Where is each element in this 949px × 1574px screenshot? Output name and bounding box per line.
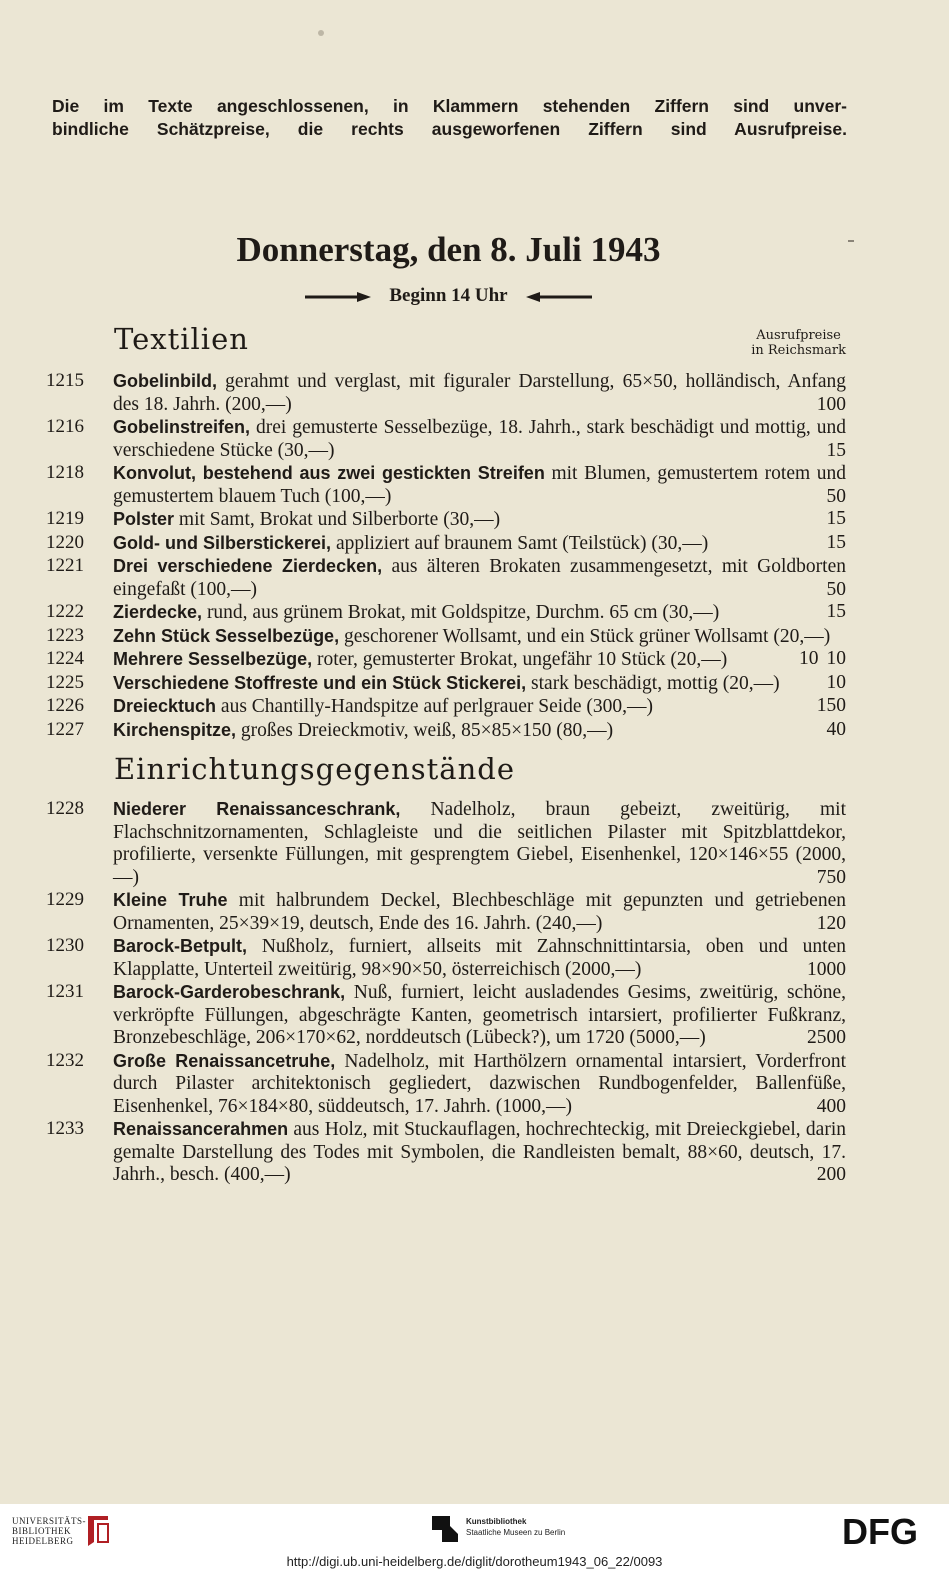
furnishings-list xyxy=(46,798,846,1187)
lot-description xyxy=(113,889,846,935)
lot-number: 1233 xyxy=(46,1118,84,1139)
lot-number: 1224 xyxy=(46,648,84,669)
lot-heading: Verschiedene Stoffreste und ein Stück Stickerei, xyxy=(113,672,527,693)
lot-entry xyxy=(46,555,846,601)
lot-heading: Dreiecktuch xyxy=(113,696,217,716)
lot-heading: Kleine Truhe xyxy=(113,890,228,910)
starting-price: 10 xyxy=(799,648,819,669)
starting-price: 100 xyxy=(816,393,846,415)
lot-description xyxy=(113,555,846,601)
lot-heading: Drei verschiedene Zierdecken, xyxy=(113,556,383,576)
lot-number: 1221 xyxy=(46,555,84,576)
lot-heading: Niederer Renaissanceschrank, xyxy=(113,799,401,819)
lot-description xyxy=(113,981,846,1050)
lot-text: stark beschädigt, mottig (20,—) xyxy=(526,672,780,694)
starting-price: 10 xyxy=(826,671,846,693)
lot-text: gerahmt und verglast, mit figuraler Darstellung, 65×50, holländisch, Anfang des 18. Jahrh. (200,—) xyxy=(113,371,846,415)
lot-entry xyxy=(46,1118,846,1187)
lot-heading: Gobelinstreifen, xyxy=(113,417,251,437)
scan-speck xyxy=(318,30,324,36)
lot-entry xyxy=(46,1050,846,1119)
lot-heading: Zierdecke, xyxy=(113,602,203,622)
starting-price: 15 xyxy=(826,439,846,461)
lot-description xyxy=(113,695,846,719)
lot-heading: Zehn Stück Sesselbezüge, xyxy=(113,625,340,646)
lot-description xyxy=(113,370,846,416)
lot-text: mit halbrundem Deckel, Blechbeschläge mit gepunzten und getriebenen Ornamenten, 25×39×19, deutsch, Ende des 16. Jahrh. (240,—) xyxy=(113,890,846,934)
lot-text: rund, aus grünem Brokat, mit Goldspitze, Durchm. 65 cm (30,—) xyxy=(202,602,720,623)
starting-price: 50 xyxy=(826,578,846,600)
lot-number: 1222 xyxy=(46,601,84,622)
lot-entry xyxy=(46,648,846,672)
price-header-line: Ausrufpreise xyxy=(756,328,841,343)
lot-entry xyxy=(46,462,846,508)
lot-entry xyxy=(46,416,846,462)
lot-description xyxy=(113,935,846,981)
source-url[interactable]: http://digi.ub.uni-heidelberg.de/diglit/dorotheum1943_06_22/0093 xyxy=(286,1554,663,1569)
lot-entry xyxy=(46,370,846,416)
lot-text: geschorener Wollsamt, und ein Stück grüner Wollsamt (20,—) xyxy=(339,625,831,647)
lot-description xyxy=(113,532,846,556)
section-title-furnishings: Einrichtungsgegenstände xyxy=(114,752,515,786)
arrow-left-icon xyxy=(526,291,592,303)
starting-price: 200 xyxy=(816,1164,846,1185)
lot-entry xyxy=(46,719,846,743)
lot-number: 1219 xyxy=(46,508,84,529)
kb-line: Kunstbibliothek xyxy=(466,1517,527,1526)
starting-price: 50 xyxy=(826,485,846,507)
lot-text: aus Chantilly-Handspitze auf perlgrauer Seide (300,—) xyxy=(216,696,654,717)
lot-entry xyxy=(46,889,846,935)
lot-heading: Renaissancerahmen xyxy=(113,1119,289,1139)
starting-price: 1000 xyxy=(807,958,846,980)
kb-line: Staatliche Museen zu Berlin xyxy=(466,1528,566,1537)
lot-heading: Mehrere Sesselbezüge, xyxy=(113,649,313,669)
lot-text: roter, gemusterter Brokat, ungefähr 10 Stück (20,—) xyxy=(312,649,728,670)
intro-line: bindliche Schätzpreise, die rechts ausgeworfenen Ziffern sind Ausrufpreise. xyxy=(52,119,847,139)
lot-text: Nuß, furniert, leicht ausladendes Gesims, zweitürig, schöne, verkröpfte Füllungen, abgeschrägte Kanten, geometrisch intarsiert, profilierter Fußkranz, Bronzebeschläge, 206×170×62, norddeutsch (Lübeck?), um 1720 (5000,—) xyxy=(113,982,846,1048)
auction-date-title: Donnerstag, den 8. Juli 1943 xyxy=(236,230,661,269)
lot-number: 1229 xyxy=(46,889,84,910)
lot-text: Nußholz, furniert, allseits mit Zahnschnittintarsia, oben und unten Klapplatte, Unterteil zweitürig, 98×90×50, österreichisch (2000,—) xyxy=(113,936,846,980)
lot-number: 1225 xyxy=(46,671,84,693)
starting-price: 750 xyxy=(816,866,846,888)
lot-heading: Polster xyxy=(113,509,175,529)
starting-price: 120 xyxy=(816,912,846,934)
lot-description xyxy=(113,1118,846,1187)
price-header-line: in Reichsmark xyxy=(751,343,846,358)
university-library-logo[interactable] xyxy=(12,1516,86,1546)
starting-price: 40 xyxy=(826,718,846,740)
lot-entry xyxy=(46,981,846,1050)
lot-description xyxy=(113,648,846,672)
starting-price: 10 xyxy=(826,648,846,669)
lot-description xyxy=(113,798,846,889)
lot-text: drei gemusterte Sesselbezüge, 18. Jahrh., stark beschädigt und mottig, und verschiedene Stücke (30,—) xyxy=(113,417,846,461)
lot-entry xyxy=(46,695,846,719)
lot-heading: Kirchenspitze, xyxy=(113,719,237,740)
lot-text: aus älteren Brokaten zusammengesetzt, mit Goldborten eingefaßt (100,—) xyxy=(113,556,846,600)
lot-entry xyxy=(46,935,846,981)
lot-text: Nadelholz, braun gebeizt, zweitürig, mit Flachschnitzornamenten, Schlagleiste und die seitlichen Pilaster mit Spitzblattdekor, profilierte, versenkte Füllungen, mit gesprengtem Giebel, Eisenhenkel, 120×146×55 (2000,—) xyxy=(113,799,846,888)
lot-number: 1220 xyxy=(46,531,84,553)
intro-line: Die im Texte angeschlossenen, in Klammern stehenden Ziffern sind unver- xyxy=(52,96,847,116)
lot-text: Nadelholz, mit Harthölzern ornamental intarsiert, Vorderfront durch Pilaster architektonisch gegliedert, dazwischen Rundbogenfelder, Ballenfüße, Eisenhenkel, 76×184×80, süddeutsch, 17. Jahrh. (1000,—) xyxy=(113,1050,846,1117)
starting-price: 150 xyxy=(816,695,846,716)
lot-text: großes Dreieckmotiv, weiß, 85×85×150 (80,—) xyxy=(236,719,614,741)
lot-number: 1227 xyxy=(46,718,84,740)
section-title-textiles: Textilien xyxy=(114,322,249,356)
lot-number: 1226 xyxy=(46,695,84,716)
starting-price: 15 xyxy=(826,508,846,529)
begin-time-line xyxy=(0,285,897,307)
lot-heading: Barock-Garderobeschrank, xyxy=(113,982,346,1002)
kunstbibliothek-label[interactable] xyxy=(466,1516,565,1538)
lot-heading: Barock-Betpult, xyxy=(113,936,248,956)
lot-number: 1216 xyxy=(46,416,84,437)
digitization-footer xyxy=(0,1504,949,1574)
lot-heading: Gold- und Silberstickerei, xyxy=(113,532,332,553)
lot-description xyxy=(113,462,846,508)
lot-description xyxy=(113,416,846,462)
intro-note xyxy=(52,95,847,141)
kunstbibliothek-logo-icon xyxy=(430,1514,460,1544)
lot-number: 1223 xyxy=(46,624,84,646)
scan-speck xyxy=(848,240,854,242)
lot-entry xyxy=(46,508,846,532)
lot-number: 1228 xyxy=(46,798,84,819)
starting-price: 2500 xyxy=(807,1027,846,1048)
starting-price: 15 xyxy=(826,601,846,622)
lot-number: 1215 xyxy=(46,370,84,391)
lot-heading: Konvolut, bestehend aus zwei gestickten Streifen xyxy=(113,463,545,483)
lot-description xyxy=(113,1050,846,1119)
university-crest-icon xyxy=(84,1512,112,1548)
lot-description xyxy=(113,672,846,696)
lot-entry xyxy=(46,532,846,556)
logo-line: BIBLIOTHEK xyxy=(12,1526,71,1536)
starting-price: 15 xyxy=(826,531,846,553)
lot-description xyxy=(113,508,846,532)
lot-number: 1232 xyxy=(46,1049,84,1071)
lot-text: mit Blumen, gemustertem rotem und gemustertem blauem Tuch (100,—) xyxy=(113,463,847,507)
logo-line: UNIVERSITÄTS- xyxy=(12,1516,86,1526)
lot-entry xyxy=(46,798,846,889)
logo-line: HEIDELBERG xyxy=(12,1536,74,1546)
begin-time: Beginn 14 Uhr xyxy=(389,285,508,306)
lot-entry xyxy=(46,672,846,696)
arrow-right-icon xyxy=(305,291,371,303)
dfg-logo[interactable] xyxy=(838,1510,934,1550)
lot-description xyxy=(113,601,846,625)
textiles-list xyxy=(46,370,846,742)
lot-number: 1230 xyxy=(46,935,84,956)
lot-number: 1231 xyxy=(46,981,84,1002)
lot-heading: Gobelinbild, xyxy=(113,371,217,391)
lot-text: mit Samt, Brokat und Silberborte (30,—) xyxy=(174,509,501,530)
lot-description xyxy=(113,719,846,743)
starting-price: 400 xyxy=(816,1095,846,1117)
lot-text: aus Holz, mit Stuckauflagen, hochrechteckig, mit Dreieckgiebel, darin gemalte Darstellung des Todes mit Symbolen, die Randleisten bemalt, 88×60, deutsch, 17. Jahrh., besch. (400,—) xyxy=(113,1119,846,1185)
lot-heading: Große Renaissancetruhe, xyxy=(113,1050,336,1071)
lot-entry xyxy=(46,601,846,625)
lot-number: 1218 xyxy=(46,462,84,483)
dfg-logo-text: DFG xyxy=(842,1511,918,1550)
lot-text: appliziert auf braunem Samt (Teilstück) (30,—) xyxy=(331,532,709,554)
price-column-header xyxy=(751,328,846,358)
